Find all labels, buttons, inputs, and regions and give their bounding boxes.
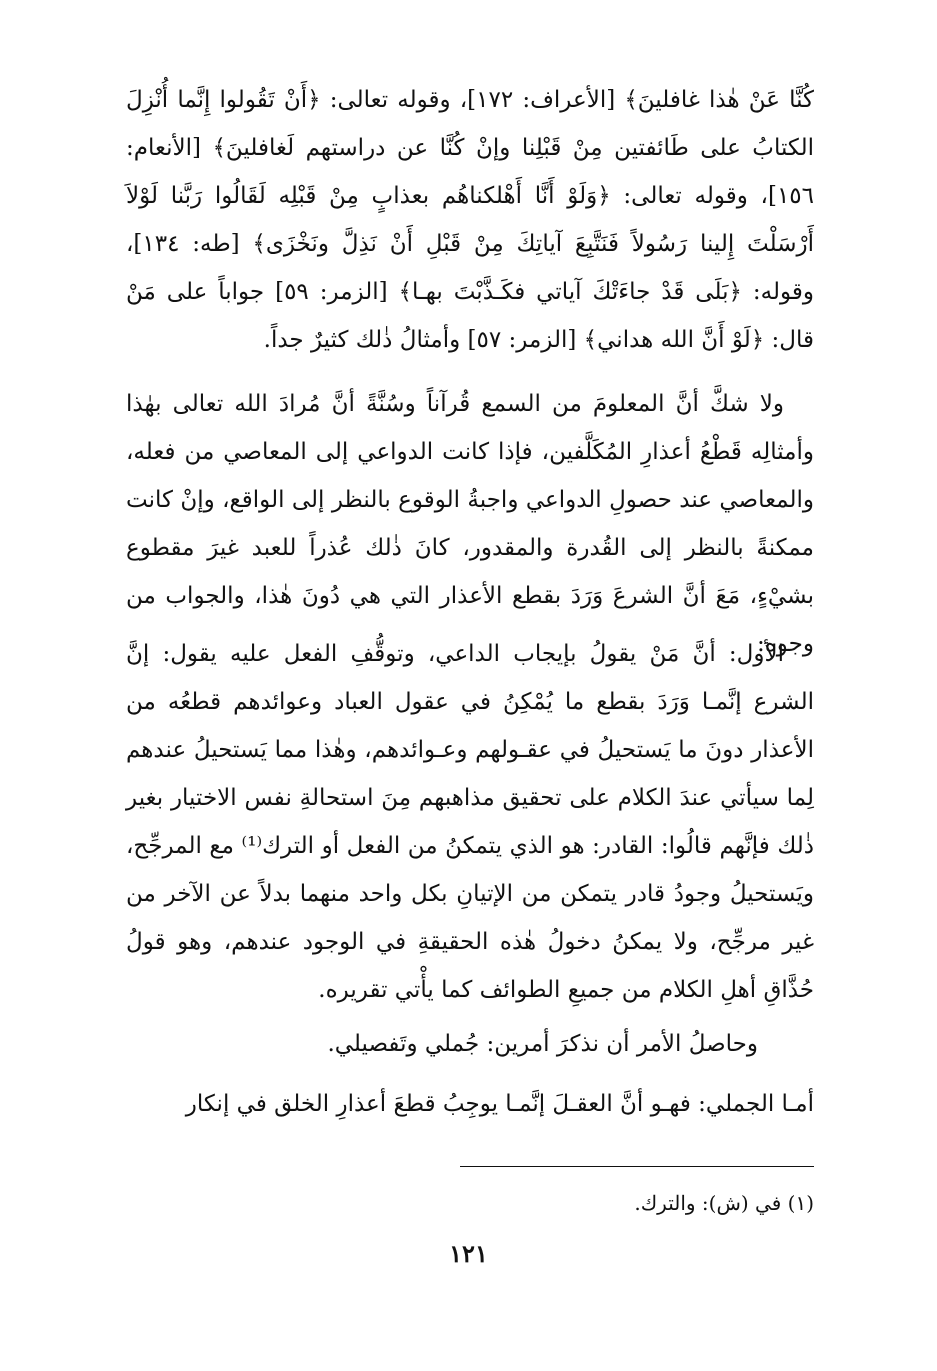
paragraph-summary [126,1020,814,1068]
paragraph-general-answer [126,1080,814,1128]
paragraph-first-response [126,630,814,1014]
paragraph-quran-citations [126,76,814,364]
paragraph-text: الأول: أنَّ مَنْ يقولُ بإيجاب الداعي، وتوقُّفِ الفعل عليه يقول: إنَّ الشرع إنَّمـا وَرَدَ بقطع ما يُمْكِنُ في عقول العباد وعوائدهم قطعُه من الأعذار دونَ ما يَستحيلُ في عقـولهم وعـوائدهم، وهٰذا مما يَستحيلُ عندهم لِما سيأتي عندَ الكلام على تحقيق مذاهبهم مِنَ استحالةِ نفس الاختيار بغير ذٰلك فإنَّهم قالُوا: القادر: هو الذي يتمكنُ من الفعل أو الترك⁽¹⁾ مع المرجِّح، ويَستحيلُ وجودُ قادر يتمكن من الإتيانِ بكل واحد منهما بدلاً عن الآخر من غير مرجِّح، ولا يمكنُ دخولُ هٰذه الحقيقةِ في الوجود عندهم، وهو قولُ حُذَّاقِ أهلِ الكلام من جميعِ الطوائف كما يأْتي تقريره. [126,641,814,1003]
footnote-divider [460,1166,814,1167]
paragraph-text: كُنَّا عَنْ هٰذا غافلينَ﴾ [الأعراف: ١٧٢]، وقوله تعالى: ﴿أَنْ تَقُولوا إِنَّما أُنْزِلَ الكتابُ على طَائفتين مِنْ قَبْلِنا وإنْ كُنَّا عن دراستهم لَغافلينَ﴾ [الأنعام: ١٥٦]، وقوله تعالى: ﴿وَلَوْ أَنَّا أَهْلكناهُم بعذابٍ مِنْ قَبْلِه لَقَالُوا رَبَّنا لَوْلاَ أَرْسَلْتَ إِلينا رَسُولاً فَنَتَّبِعَ آياتِكَ مِنْ قَبْلِ أَنْ نَذِلَّ ونَخْزَى﴾ [طه: ١٣٤]، وقوله: ﴿بَلَى قَدْ جاءَتْكَ آياتي فكَـذَّبْتَ بهـا﴾ [الزمر: ٥٩] جواباً على مَنْ قال: ﴿لَوْ أَنَّ الله هداني﴾ [الزمر: ٥٧] وأمثالُ ذٰلك كثيرٌ جداً. [126,87,814,353]
footnote: (١) في (ش): والترك. [634,1191,814,1215]
page-number: ١٢١ [449,1239,488,1268]
paragraph-text: أمـا الجملي: فهـو أنَّ العقـلَ إنَّمـا يوجِبُ قطعَ أعذارِ الخلق في إنكار [185,1091,814,1117]
paragraph-text: وحاصلُ الأمر أن نذكرَ أمرين: جُملي وتَفصيلي. [327,1031,758,1057]
paragraph-intention-of-law [126,380,814,668]
paragraph-text: ولا شكَّ أنَّ المعلومَ من السمع قُرآناً وسُنَّةً أنَّ مُرادَ الله تعالى بهٰذا وأمثالِه قَطْعُ أعذارِ المُكَلَّفين، فإذا كانت الدواعي إلى المعاصي من فعله، والمعاصي عند حصولِ الدواعي واجبةُ الوقوع بالنظر إلى الواقع، وإنْ كانت ممكنةً بالنظر إلى القُدرة والمقدور، كانَ ذٰلك عُذراً للعبد غيرَ مقطوع بشيْءٍ، مَعَ أنَّ الشرعَ وَرَدَ بقطع الأعذار التي هي دُونَ هٰذا، والجواب من وجوه: [126,391,815,657]
